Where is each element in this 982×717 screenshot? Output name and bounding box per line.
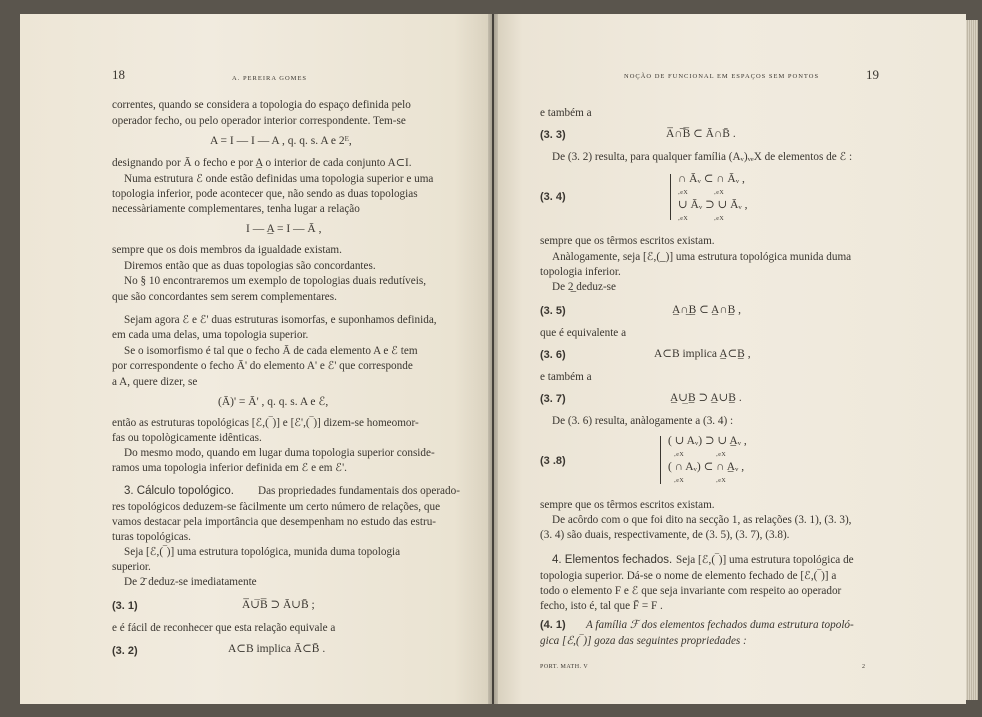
text-line: necessàriamente complementares, tenha lugar a relação bbox=[112, 203, 360, 215]
text-line: De acôrdo com o que foi dito na secção 1, as relações (3. 1), (3. 3), bbox=[552, 514, 852, 526]
text-line: correntes, quando se considera a topologia do espaço definida pelo bbox=[112, 99, 411, 111]
text-line: a A, quere dizer, se bbox=[112, 376, 198, 388]
text-line: topologia superior. Dá-se o nome de elemento fechado de [ℰ,(‾)] a bbox=[540, 570, 837, 582]
equation-label: (3. 3) bbox=[540, 129, 566, 141]
running-head: A. PEREIRA GOMES bbox=[232, 75, 308, 82]
formula: A = I — I — A , q. q. s. A e 2ᴱ, bbox=[210, 135, 352, 147]
formula: A⊂B implica Ā⊂B̄ . bbox=[228, 643, 326, 655]
text-line: Anàlogamente, seja [ℰ,(_)] uma estrutura topológica munida duma bbox=[552, 251, 852, 263]
text-line: De (3. 6) resulta, anàlogamente a (3. 4) : bbox=[552, 415, 734, 427]
formula: ∪ Āᵥ ⊃ ∪ Āᵥ , bbox=[678, 199, 748, 211]
gutter bbox=[488, 14, 498, 704]
equation-label: (3. 4) bbox=[540, 191, 566, 203]
text-line: Seja [ℰ,(‾)] uma estrutura topológica, munida duma topologia bbox=[124, 546, 401, 558]
text-line: que é equivalente a bbox=[540, 327, 627, 339]
text-line: Sejam agora ℰ e ℰ' duas estruturas isomorfas, e suponhamos definida, bbox=[124, 314, 437, 326]
text-line: Do mesmo modo, quando em lugar duma topologia superior conside- bbox=[124, 447, 435, 459]
text-line: Diremos então que as duas topologias são concordantes. bbox=[124, 260, 376, 272]
section-heading: 3. Cálculo topológico. bbox=[124, 485, 234, 497]
formula-subscript: ᵥeX bbox=[674, 478, 685, 484]
text-line: sempre que os têrmos escritos existam. bbox=[540, 499, 715, 511]
equation-label: (3. 6) bbox=[540, 349, 566, 361]
text-line: por correspondente o fecho Ā' do elemento A' e ℰ' que corresponde bbox=[112, 360, 413, 372]
running-head: NOÇÃO DE FUNCIONAL EM ESPAÇOS SEM PONTOS bbox=[624, 73, 820, 80]
text-line: gica [ℰ,(‾)] goza das seguintes propriedades : bbox=[540, 635, 747, 647]
text-line: então as estruturas topológicas [ℰ,(‾)] e [ℰ',(‾)] dizem-se homeomor- bbox=[112, 417, 419, 429]
text-line: A família ℱ dos elementos fechados duma estrutura topoló- bbox=[586, 619, 854, 631]
right-page bbox=[494, 14, 966, 704]
equation-label: (3. 7) bbox=[540, 393, 566, 405]
text-line: operador fecho, ou pelo operador interior correspondente. Tem-se bbox=[112, 115, 406, 127]
formula-subscript: ᵥeX bbox=[716, 478, 727, 484]
formula-subscript: ᵥeX bbox=[714, 216, 725, 222]
formula: A⊂B implica A̲⊂B̲ , bbox=[654, 348, 751, 360]
equation-label: (4. 1) bbox=[540, 619, 566, 631]
text-line: e também a bbox=[540, 107, 592, 119]
brace bbox=[670, 174, 675, 220]
formula: A̲∪̲B̲ ⊃ A̲∪B̲ . bbox=[670, 392, 742, 404]
text-line: em cada uma delas, uma topologia superior. bbox=[112, 329, 309, 341]
text-line: topologia inferior. bbox=[540, 266, 621, 278]
brace bbox=[660, 436, 665, 484]
equation-label: (3 .8) bbox=[540, 455, 566, 467]
left-page bbox=[20, 14, 492, 704]
text-line: res topológicos deduzem-se fàcilmente um certo número de relações, que bbox=[112, 501, 441, 513]
formula-subscript: ᵥeX bbox=[678, 190, 689, 196]
text-line: vamos destacar pela importância que desempenham no estudo das estru- bbox=[112, 516, 437, 528]
text-line: (3. 4) são duais, respectivamente, de (3. 5), (3. 7), (3.8). bbox=[540, 529, 790, 541]
formula: ( ∪ Aᵥ) ⊃ ∪ A̲ᵥ , bbox=[668, 435, 747, 447]
text-line: fecho, isto é, tal que F̄ = F . bbox=[540, 600, 663, 612]
equation-label: (3. 1) bbox=[112, 600, 138, 612]
formula-subscript: ᵥeX bbox=[716, 452, 727, 458]
text-line: Das propriedades fundamentais dos operado- bbox=[258, 485, 460, 497]
page-number: 19 bbox=[866, 67, 879, 82]
formula: ( ∩ Aᵥ) ⊂ ∩ A̲ᵥ , bbox=[668, 461, 745, 473]
formula: A̅∪̅B̅ ⊃ Ā∪B̄ ; bbox=[242, 599, 315, 611]
equation-label: (3. 2) bbox=[112, 645, 138, 657]
formula: A̅∩̅B̅ ⊂ Ā∩B̄ . bbox=[666, 128, 736, 140]
text-line: que são concordantes sem serem complementares. bbox=[112, 291, 337, 303]
text-line: topologia inferior, pode acontecer que, não sendo as duas topologias bbox=[112, 188, 418, 200]
text-line: ramos uma topologia inferior definida em ℰ e em ℰ'. bbox=[112, 462, 347, 474]
footer-number: 2 bbox=[862, 664, 866, 670]
text-line: designando por Ā o fecho e por A̲ o interior de cada conjunto A⊂I. bbox=[112, 157, 412, 169]
text-line: e é fácil de reconhecer que esta relação equivale a bbox=[112, 622, 336, 634]
text-line: todo o elemento F e ℰ que seja invariante com respeito ao operador bbox=[540, 585, 842, 597]
text-line: superior. bbox=[112, 561, 151, 573]
formula-subscript: ᵥeX bbox=[678, 216, 689, 222]
formula-subscript: ᵥeX bbox=[714, 190, 725, 196]
page-number: 18 bbox=[112, 67, 125, 82]
text-line: Seja [ℰ,(‾)] uma estrutura topológica de bbox=[676, 554, 854, 566]
text-line: e também a bbox=[540, 371, 592, 383]
text-line: De 2̄ deduz-se imediatamente bbox=[124, 576, 257, 588]
page-edges bbox=[966, 20, 978, 700]
text-line: turas topológicas. bbox=[112, 531, 191, 543]
formula: A̲∩̲B̲ ⊂ A̲∩B̲ , bbox=[672, 304, 742, 316]
text-line: Numa estrutura ℰ onde estão definidas uma topologia superior e uma bbox=[124, 173, 434, 185]
text-line: sempre que os têrmos escritos existam. bbox=[540, 235, 715, 247]
formula-subscript: ᵥeX bbox=[674, 452, 685, 458]
text-line: De (3. 2) resulta, para qualquer família (Aᵥ)ᵥₑX de elementos de ℰ : bbox=[552, 151, 853, 163]
text-line: No § 10 encontraremos um exemplo de topologias duais redutíveis, bbox=[124, 275, 426, 287]
text-line: fas ou topològicamente idênticas. bbox=[112, 432, 262, 444]
section-heading: 4. Elementos fechados. bbox=[552, 554, 673, 566]
text-line: sempre que os dois membros da igualdade existam. bbox=[112, 244, 342, 256]
formula: I — A̲ = I — Ā , bbox=[246, 223, 322, 235]
formula: (Ā)' = Ā' , q. q. s. A e ℰ, bbox=[218, 396, 329, 408]
equation-label: (3. 5) bbox=[540, 305, 566, 317]
text-line: Se o isomorfismo é tal que o fecho Ā de cada elemento A e ℰ tem bbox=[124, 345, 418, 357]
formula: ∩ Āᵥ ⊂ ∩ Āᵥ , bbox=[678, 173, 745, 185]
footer-signature: PORT. MATH. V bbox=[540, 664, 589, 670]
text-line: De 2̲ deduz-se bbox=[552, 281, 616, 293]
